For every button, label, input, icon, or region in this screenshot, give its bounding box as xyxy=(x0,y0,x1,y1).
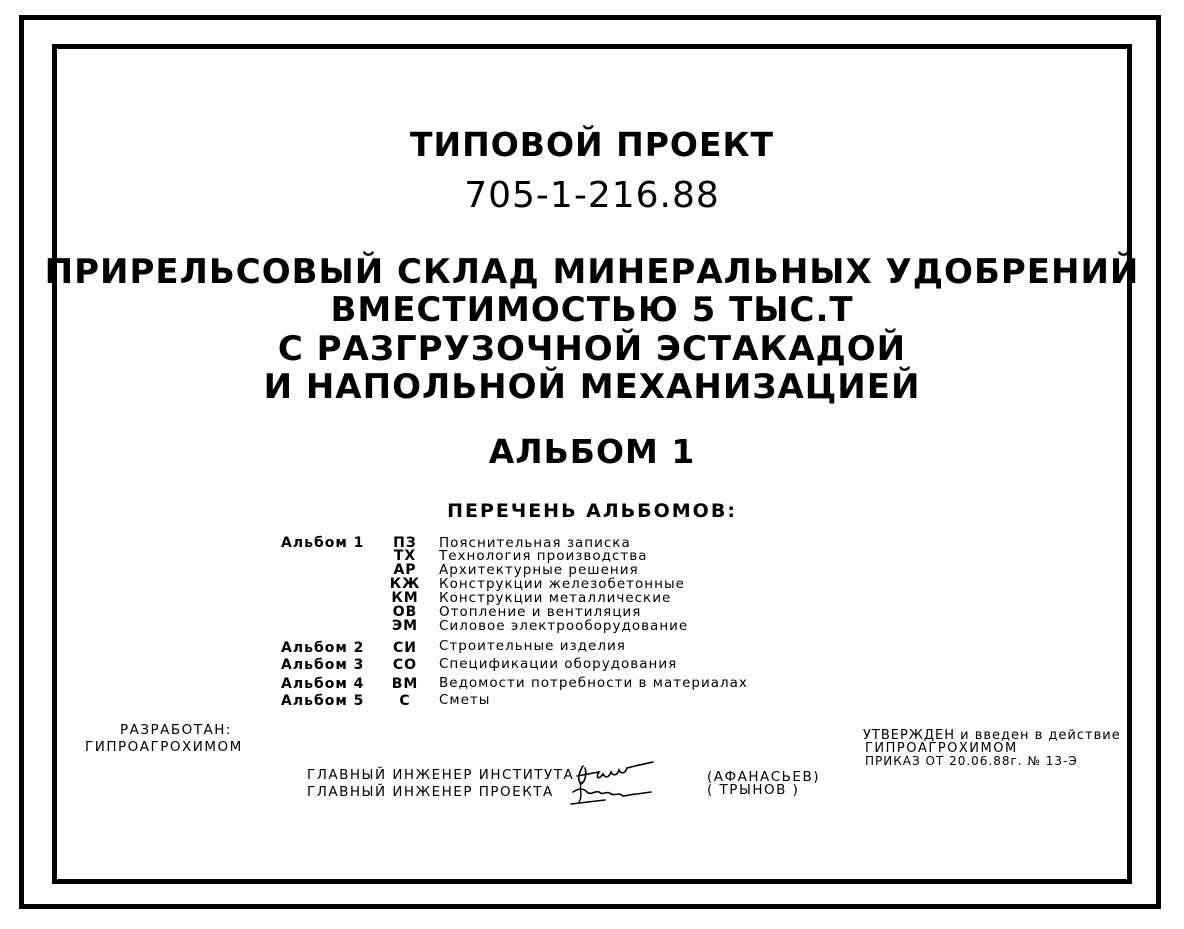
section-code: ПЗ xyxy=(393,535,417,551)
developed-org: ГИПРОАГРОХИМОМ xyxy=(85,739,243,755)
section-code: ВМ xyxy=(391,676,419,692)
section-description: Строительные изделия xyxy=(439,638,626,654)
document-type-title: ТИПОВОЙ ПРОЕКТ xyxy=(410,125,774,164)
section-description: Пояснительная записка xyxy=(439,535,631,551)
section-code: АР xyxy=(393,562,417,578)
albums-list-heading: ПЕРЕЧЕНЬ АЛЬБОМОВ: xyxy=(447,500,737,522)
approved-line-1: УТВЕРЖДЕН и введен в действие xyxy=(863,728,1121,743)
album-label: Альбом 3 xyxy=(281,657,365,673)
album-label: Альбом 1 xyxy=(281,535,365,551)
project-code: 705-1-216.88 xyxy=(464,175,720,216)
section-description: Силовое электрооборудование xyxy=(439,618,689,634)
signature-role-institute: ГЛАВНЫЙ ИНЖЕНЕР ИНСТИТУТА xyxy=(307,767,575,783)
section-description: Отопление и вентиляция xyxy=(439,604,642,620)
signature-role-project: ГЛАВНЫЙ ИНЖЕНЕР ПРОЕКТА xyxy=(307,784,554,800)
section-description: Сметы xyxy=(439,692,491,708)
section-description: Архитектурные решения xyxy=(439,562,639,578)
section-code: КЖ xyxy=(389,576,421,592)
section-description: Конструкции железобетонные xyxy=(439,576,685,592)
section-code: С xyxy=(399,693,411,709)
section-description: Технология производства xyxy=(439,548,648,564)
section-code: ЭМ xyxy=(391,618,419,634)
album-label: Альбом 4 xyxy=(281,676,365,692)
section-code: ОВ xyxy=(392,604,418,620)
section-description: Конструкции металлические xyxy=(439,590,672,606)
section-description: Спецификации оборудования xyxy=(439,656,678,672)
album-label: Альбом 5 xyxy=(281,693,365,709)
project-name-line-1: ПРИРЕЛЬСОВЫЙ СКЛАД МИНЕРАЛЬНЫХ УДОБРЕНИЙ xyxy=(44,252,1140,292)
signatory-name-project: ( ТРЫНОВ ) xyxy=(707,782,800,798)
handwritten-signatures xyxy=(565,752,665,812)
album-title: АЛЬБОМ 1 xyxy=(488,432,696,471)
approved-order: ПРИКАЗ ОТ 20.06.88г. № 13-Э xyxy=(865,754,1078,768)
approved-org: ГИПРОАГРОХИМОМ xyxy=(865,741,1018,756)
developed-label: РАЗРАБОТАН: xyxy=(120,722,232,738)
section-code: ТХ xyxy=(393,548,417,564)
signatory-name-institute: (АФАНАСЬЕВ) xyxy=(707,769,820,785)
album-label: Альбом 2 xyxy=(281,640,365,656)
section-description: Ведомости потребности в материалах xyxy=(439,675,748,691)
project-name-line-4: И НАПОЛЬНОЙ МЕХАНИЗАЦИЕЙ xyxy=(263,367,921,407)
project-name-line-3: С РАЗГРУЗОЧНОЙ ЭСТАКАДОЙ xyxy=(277,329,907,369)
section-code: КМ xyxy=(391,590,419,606)
section-code: СИ xyxy=(393,640,417,656)
project-name-line-2: ВМЕСТИМОСТЬЮ 5 ТЫС.Т xyxy=(330,290,854,330)
section-code: СО xyxy=(392,657,418,673)
